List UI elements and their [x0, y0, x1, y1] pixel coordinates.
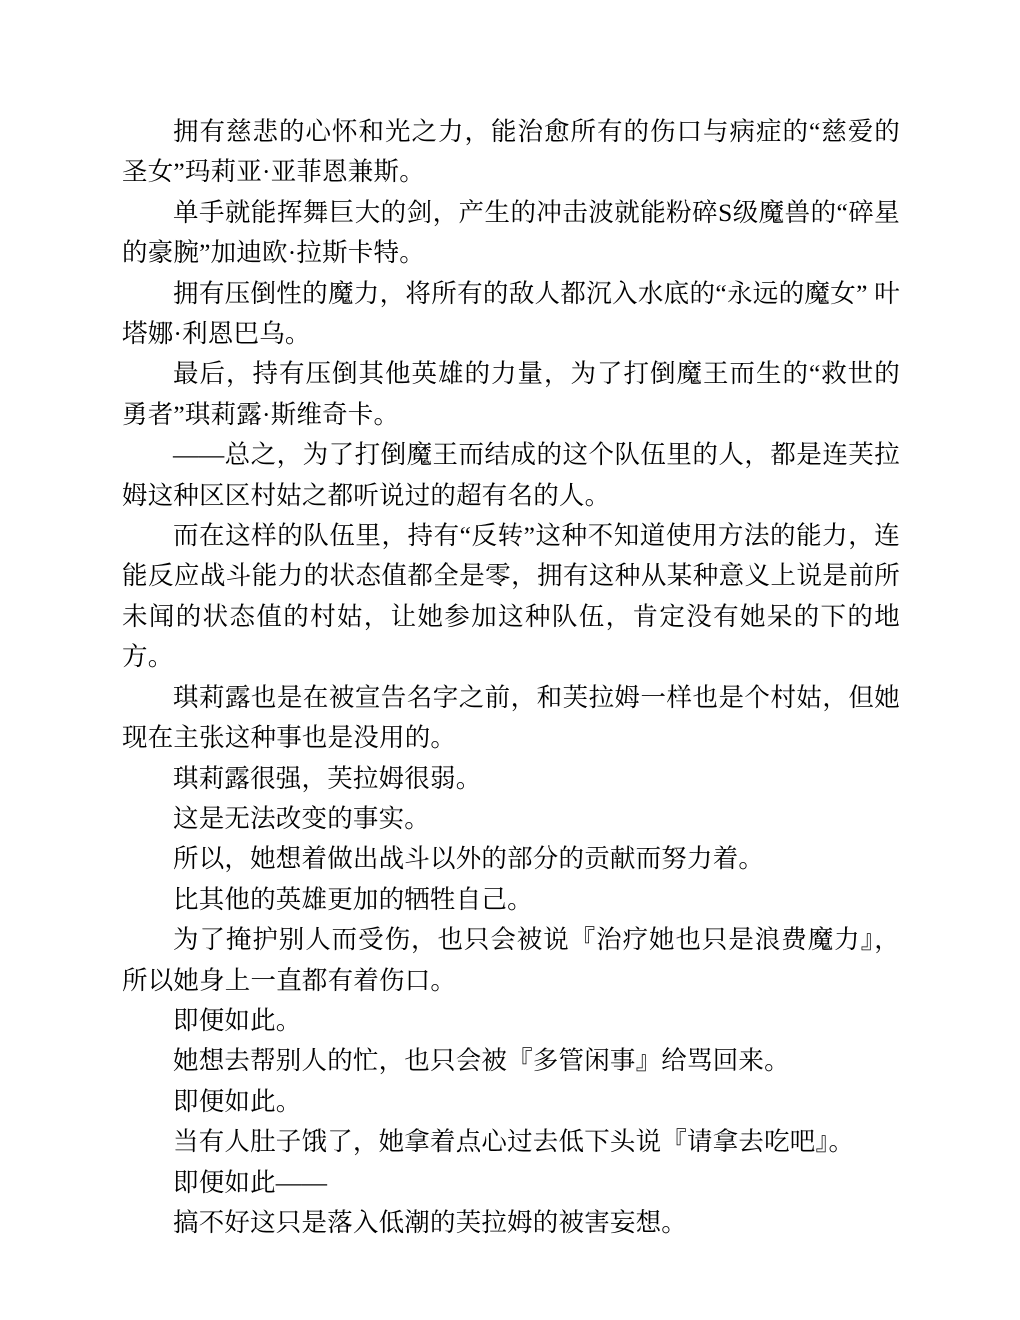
paragraph: 比其他的英雄更加的牺牲自己。 — [173, 884, 533, 914]
paragraph: 琪莉露很强，芙拉姆很弱。 — [173, 763, 482, 793]
paragraph: 即便如此—— — [173, 1167, 328, 1197]
paragraph: 拥有压倒性的魔力，将所有的敌人都沉入水底的“永远的魔女” 叶塔娜·利恩巴乌。 — [122, 278, 900, 349]
paragraph: 搞不好这只是落入低潮的芙拉姆的被害妄想。 — [173, 1207, 688, 1237]
paragraph: 她想去帮别人的忙，也只会被『多管闲事』给骂回来。 — [173, 1046, 790, 1076]
paragraph: 即便如此。 — [173, 1005, 302, 1035]
paragraph: 为了掩护别人而受伤，也只会被说『治疗她也只是浪费魔力』，所以她身上一直都有着伤口。 — [122, 925, 900, 995]
paragraph: 拥有慈悲的心怀和光之力，能治愈所有的伤口与病症的“慈爱的圣女”玛莉亚·亚菲恩兼斯。 — [122, 117, 900, 187]
paragraph: 这是无法改变的事实。 — [173, 803, 431, 833]
paragraph: 单手就能挥舞巨大的剑，产生的冲击波就能粉碎S级魔兽的“碎星的豪腕”加迪欧·拉斯卡特。 — [122, 197, 900, 268]
paragraph: 即便如此。 — [173, 1086, 302, 1116]
paragraph: 琪莉露也是在被宣告名字之前，和芙拉姆一样也是个村姑，但她现在主张这种事也是没用的。 — [122, 682, 900, 753]
paragraph: 当有人肚子饿了，她拿着点心过去低下头说『请拿去吃吧』。 — [173, 1127, 855, 1157]
document-body — [122, 112, 900, 1243]
paragraph: 最后，持有压倒其他英雄的力量，为了打倒魔王而生的“救世的勇者”琪莉露·斯维奇卡。 — [122, 359, 900, 429]
paragraph: 所以，她想着做出战斗以外的部分的贡献而努力着。 — [173, 844, 765, 874]
paragraph: ——总之，为了打倒魔王而结成的这个队伍里的人，都是连芙拉姆这种区区村姑之都听说过的超有名的人。 — [122, 440, 900, 510]
paragraph: 而在这样的队伍里，持有“反转”这种不知道使用方法的能力，连能反应战斗能力的状态值都全是零，拥有这种从某种意义上说是前所未闻的状态值的村姑，让她参加这种队伍，肯定没有她呆的下的地方。 — [122, 521, 900, 672]
